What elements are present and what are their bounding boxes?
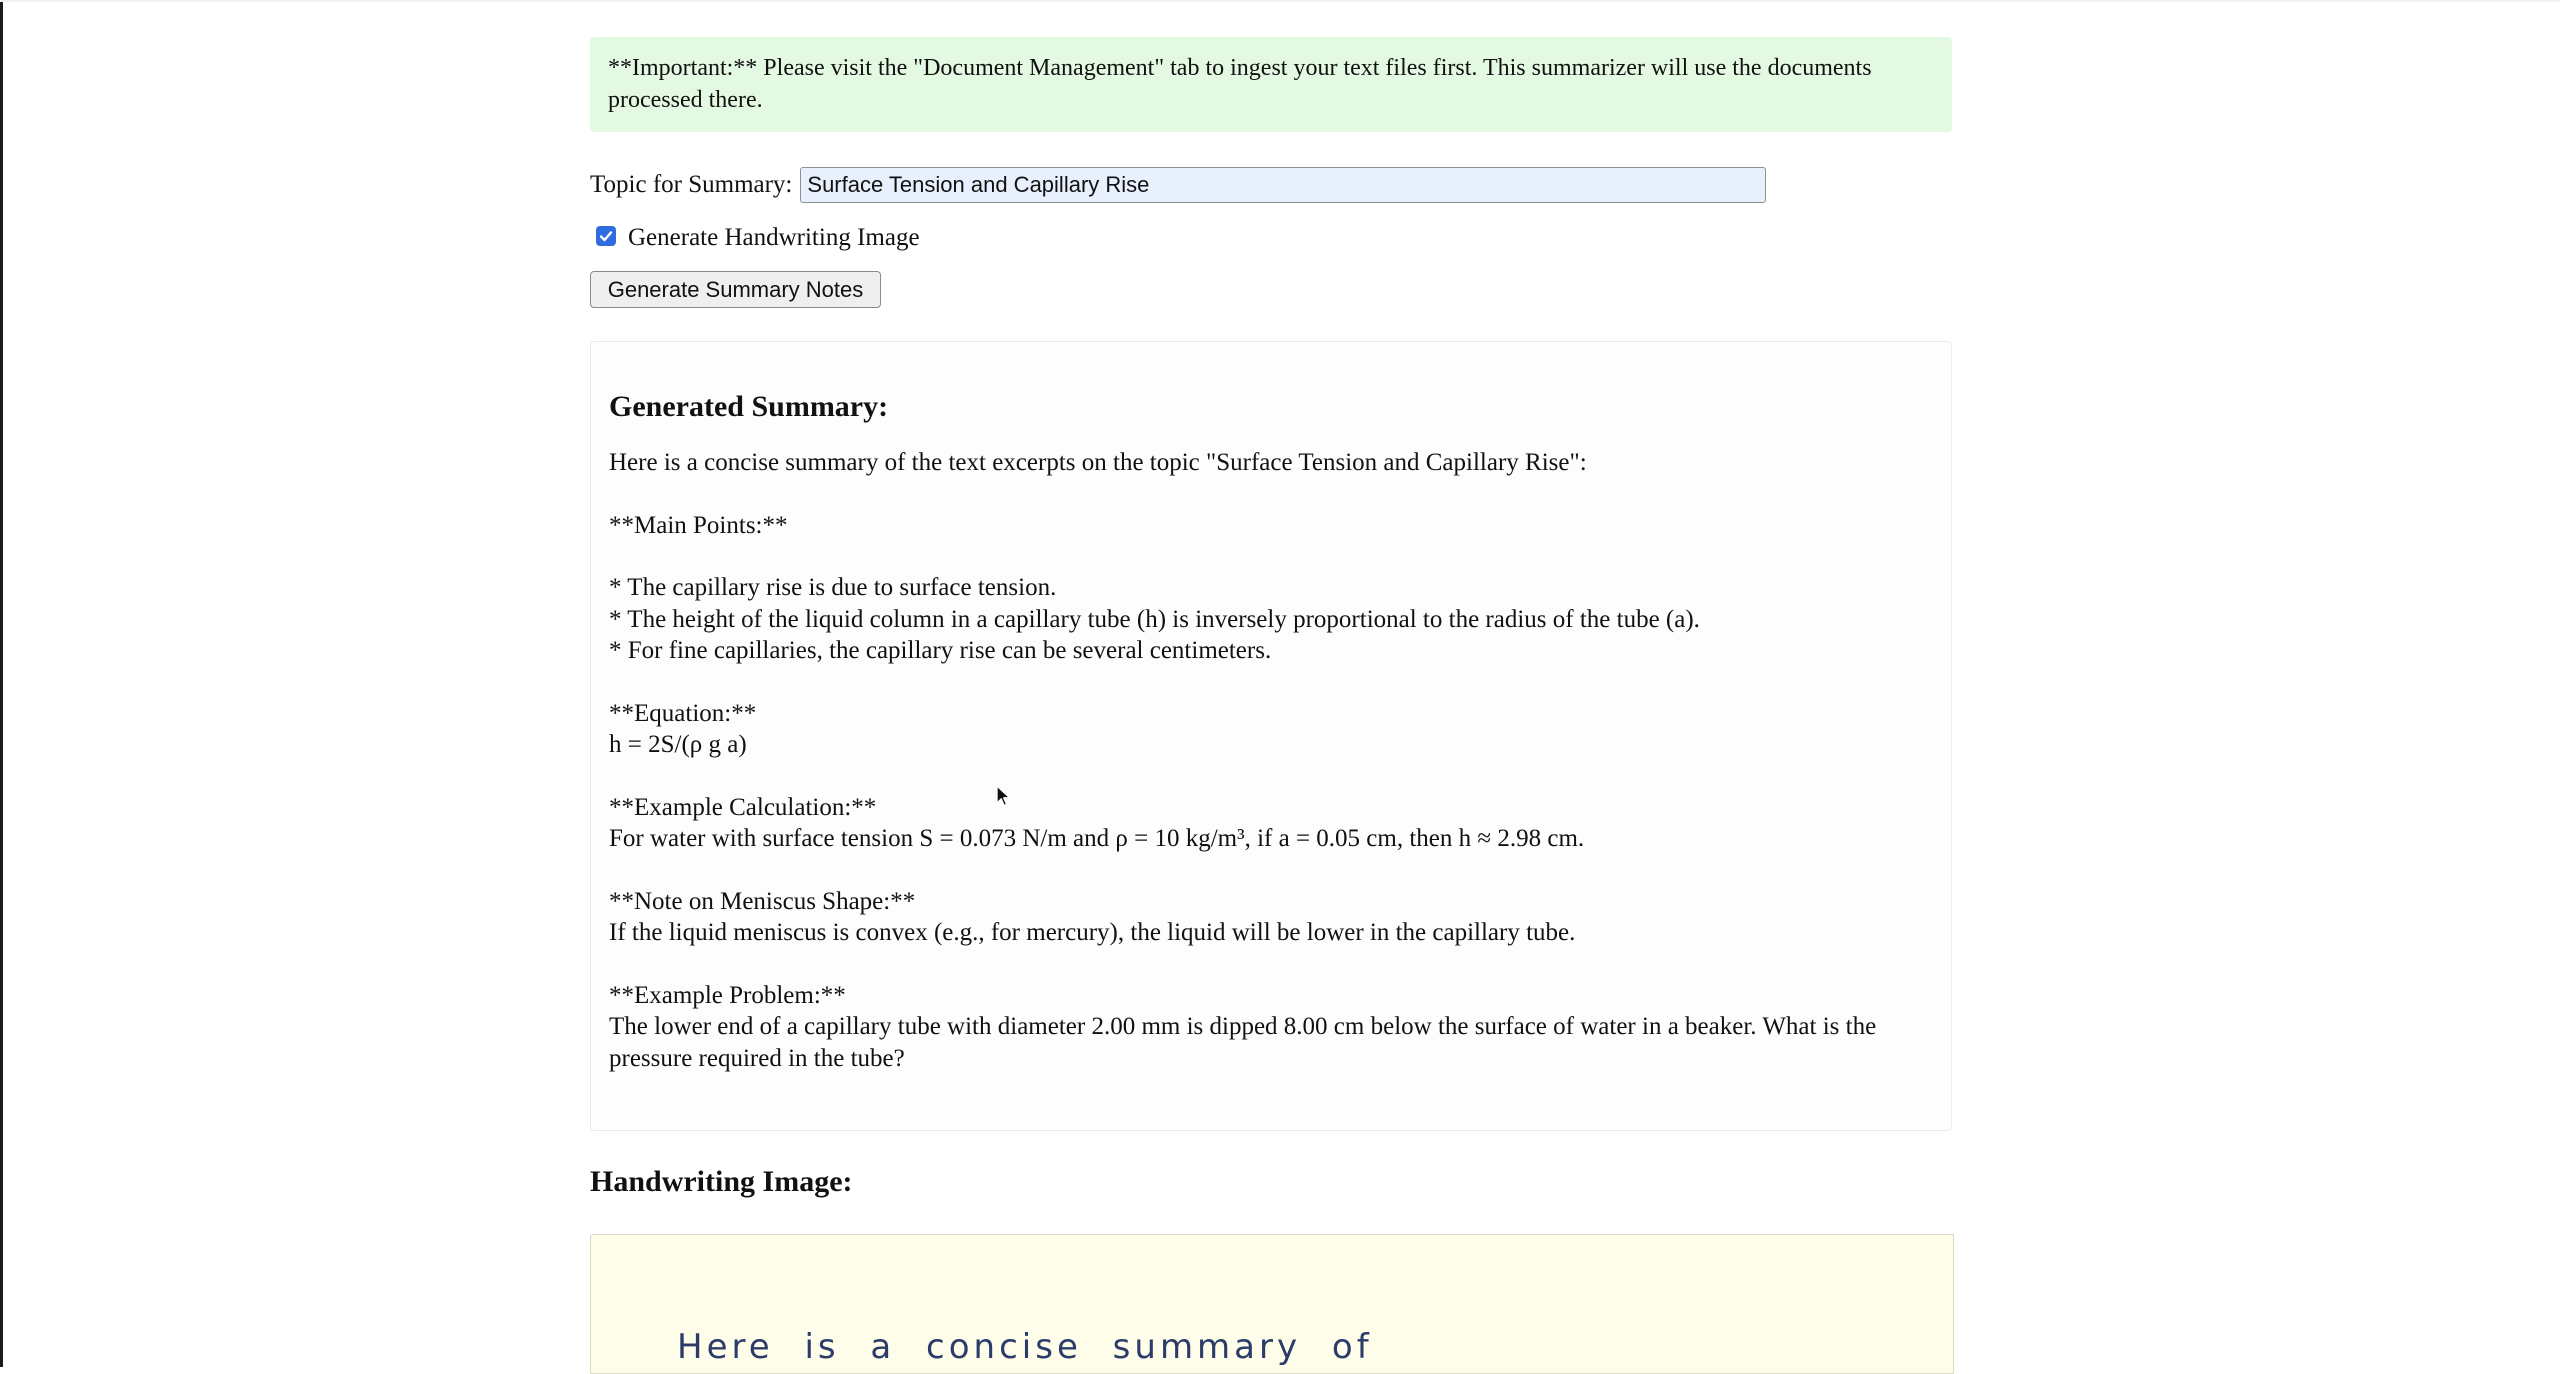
example-calculation-section	[609, 792, 1933, 855]
main-points-list	[609, 572, 1933, 667]
equation-section	[609, 698, 1933, 761]
main-point: * The height of the liquid column in a capillary tube (h) is inversely proportional to the radius of the tube (a).	[609, 605, 1700, 633]
generated-summary-box	[590, 341, 1952, 1131]
important-notice	[590, 37, 1952, 132]
summary-heading: Generated Summary:	[609, 390, 889, 423]
important-notice-text: **Important:** Please visit the "Document Management" tab to ingest your text files first. This summarizer will use the documents processed there.	[608, 55, 1872, 113]
topic-row	[590, 166, 1766, 204]
example-problem-text: The lower end of a capillary tube with diameter 2.00 mm is dipped 8.00 cm below the surface of water in a beaker. What is the pressure required in the tube?	[609, 1013, 1877, 1072]
example-calculation-label: **Example Calculation:**	[609, 793, 877, 821]
main-point: * The capillary rise is due to surface tension.	[609, 574, 1057, 601]
handwriting-image	[590, 1234, 1954, 1374]
equation-text: h = 2S/(ρ g a)	[609, 731, 747, 758]
meniscus-section	[609, 886, 1933, 949]
meniscus-label: **Note on Meniscus Shape:**	[609, 887, 916, 915]
main-points-label: **Main Points:**	[609, 511, 788, 539]
meniscus-text: If the liquid meniscus is convex (e.g., for mercury), the liquid will be lower in the capillary tube.	[609, 919, 1576, 946]
topic-input[interactable]	[800, 167, 1766, 203]
summary-intro: Here is a concise summary of the text excerpts on the topic "Surface Tension and Capillary Rise":	[609, 449, 1587, 476]
generate-summary-button[interactable]: Generate Summary Notes	[590, 271, 881, 308]
window-left-edge	[0, 0, 3, 1367]
main-point: * For fine capillaries, the capillary rise can be several centimeters.	[609, 637, 1272, 664]
example-calculation-text: For water with surface tension S = 0.073 N/m and ρ = 10 kg/m³, if a = 0.05 cm, then h ≈ 2.98 cm.	[609, 825, 1585, 852]
example-problem-label: **Example Problem:**	[609, 981, 846, 1009]
handwriting-image-text: Here is a concise summary of	[677, 1327, 1373, 1367]
checkmark-icon	[599, 229, 613, 243]
handwriting-checkbox[interactable]	[596, 226, 616, 246]
mouse-cursor-icon	[996, 785, 1012, 809]
handwriting-checkbox-label[interactable]: Generate Handwriting Image	[628, 224, 920, 251]
handwriting-checkbox-row[interactable]	[596, 222, 920, 254]
handwriting-heading: Handwriting Image:	[590, 1165, 853, 1198]
topic-label: Topic for Summary:	[590, 171, 793, 198]
window-top-edge	[0, 0, 2560, 2]
example-problem-section	[609, 980, 1933, 1075]
equation-label: **Equation:**	[609, 699, 757, 727]
